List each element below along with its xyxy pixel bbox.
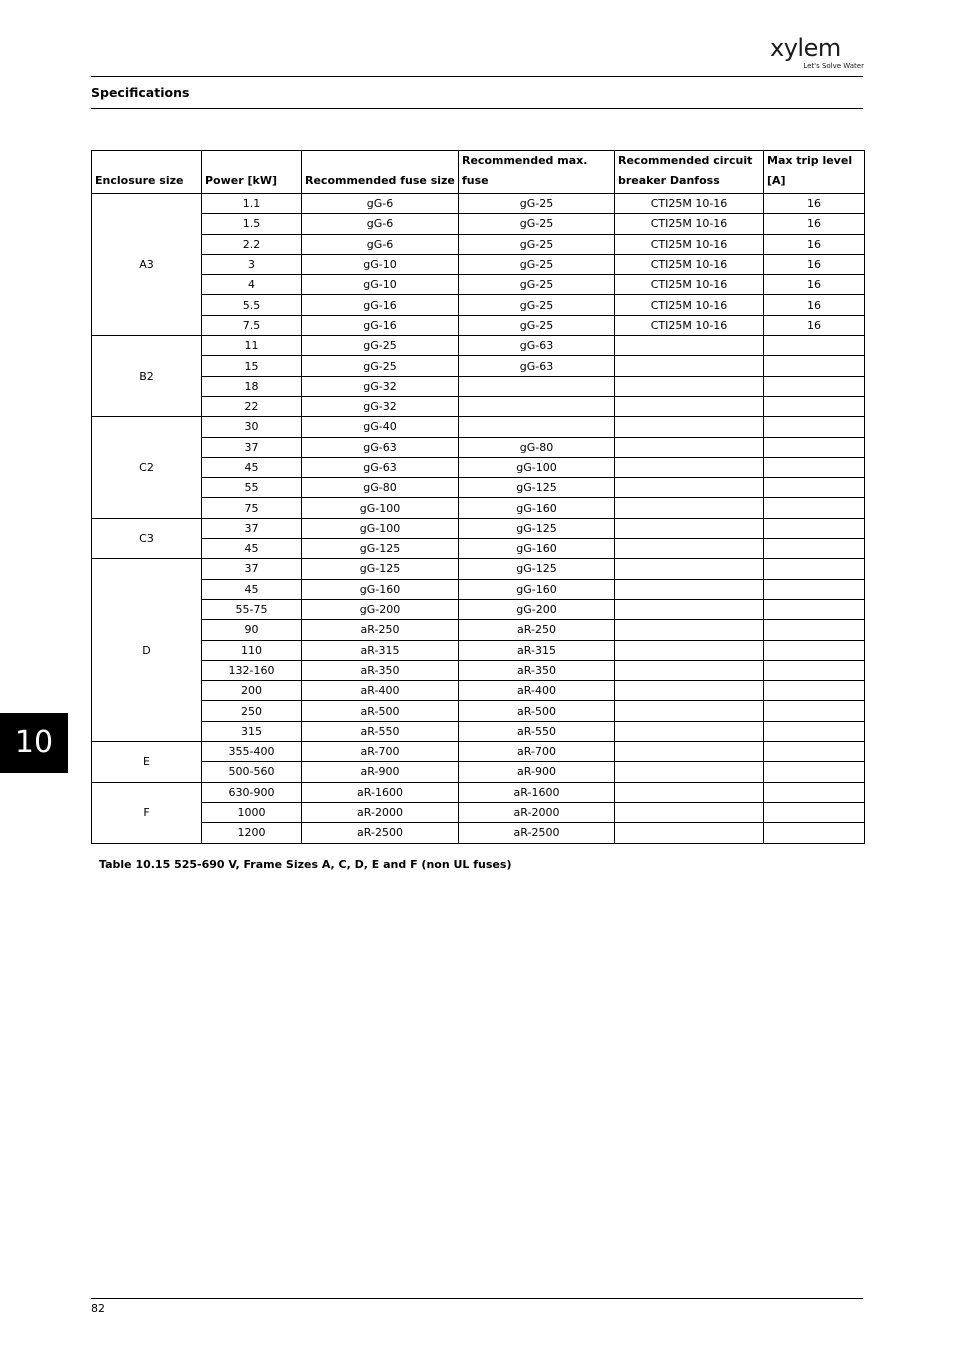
max-trip-cell — [764, 620, 865, 640]
power-cell: 11 — [202, 336, 302, 356]
power-cell: 5.5 — [202, 295, 302, 315]
circuit-breaker-cell — [615, 802, 764, 822]
max-fuse-cell: aR-250 — [459, 620, 615, 640]
table-row — [92, 295, 865, 315]
table-row — [92, 457, 865, 477]
power-cell: 355-400 — [202, 742, 302, 762]
max-trip-cell — [764, 437, 865, 457]
power-cell: 37 — [202, 437, 302, 457]
enclosure-size-cell: B2 — [92, 336, 202, 417]
max-fuse-cell: gG-160 — [459, 539, 615, 559]
fuse-size-cell: gG-125 — [302, 559, 459, 579]
max-fuse-cell: gG-25 — [459, 254, 615, 274]
table-row — [92, 681, 865, 701]
table-row — [92, 640, 865, 660]
max-trip-cell: 16 — [764, 214, 865, 234]
max-fuse-cell: gG-25 — [459, 275, 615, 295]
power-cell: 75 — [202, 498, 302, 518]
max-trip-cell — [764, 681, 865, 701]
table-row — [92, 437, 865, 457]
table-row — [92, 194, 865, 214]
max-fuse-cell: gG-63 — [459, 336, 615, 356]
max-trip-cell — [764, 498, 865, 518]
table-row — [92, 660, 865, 680]
power-cell: 1.5 — [202, 214, 302, 234]
enclosure-size-cell: C2 — [92, 417, 202, 518]
circuit-breaker-cell — [615, 782, 764, 802]
col-header-fuse-size: Recommended fuse size — [302, 151, 459, 194]
max-fuse-cell: aR-1600 — [459, 782, 615, 802]
table-body — [92, 194, 865, 844]
power-cell: 110 — [202, 640, 302, 660]
max-fuse-cell: gG-100 — [459, 457, 615, 477]
circuit-breaker-cell — [615, 376, 764, 396]
table-row — [92, 559, 865, 579]
max-fuse-cell: gG-25 — [459, 295, 615, 315]
table-row — [92, 742, 865, 762]
circuit-breaker-cell: CTI25M 10-16 — [615, 254, 764, 274]
max-trip-cell — [764, 559, 865, 579]
table-row — [92, 356, 865, 376]
max-trip-cell: 16 — [764, 234, 865, 254]
circuit-breaker-cell — [615, 599, 764, 619]
max-trip-cell — [764, 376, 865, 396]
max-fuse-cell: gG-25 — [459, 234, 615, 254]
fuse-size-cell: gG-16 — [302, 315, 459, 335]
max-fuse-cell: aR-2000 — [459, 802, 615, 822]
power-cell: 3 — [202, 254, 302, 274]
fuse-size-cell: gG-63 — [302, 457, 459, 477]
circuit-breaker-cell — [615, 478, 764, 498]
circuit-breaker-cell — [615, 640, 764, 660]
fuse-size-cell: aR-900 — [302, 762, 459, 782]
fuse-size-cell: aR-1600 — [302, 782, 459, 802]
table-row — [92, 396, 865, 416]
power-cell: 45 — [202, 457, 302, 477]
max-fuse-cell: gG-25 — [459, 214, 615, 234]
table-row — [92, 802, 865, 822]
fuse-spec-table — [91, 150, 865, 844]
fuse-size-cell: gG-25 — [302, 356, 459, 376]
power-cell: 22 — [202, 396, 302, 416]
power-cell: 630-900 — [202, 782, 302, 802]
max-fuse-cell: gG-25 — [459, 194, 615, 214]
enclosure-size-cell: A3 — [92, 194, 202, 336]
max-trip-cell: 16 — [764, 254, 865, 274]
footer-rule — [91, 1298, 863, 1299]
fuse-size-cell: aR-250 — [302, 620, 459, 640]
circuit-breaker-cell — [615, 742, 764, 762]
circuit-breaker-cell — [615, 721, 764, 741]
table-row — [92, 620, 865, 640]
max-trip-cell — [764, 802, 865, 822]
table-row — [92, 376, 865, 396]
max-fuse-cell: aR-315 — [459, 640, 615, 660]
fuse-size-cell: gG-10 — [302, 275, 459, 295]
fuse-size-cell: gG-32 — [302, 376, 459, 396]
table-row — [92, 417, 865, 437]
fuse-size-cell: aR-2000 — [302, 802, 459, 822]
max-trip-cell — [764, 660, 865, 680]
fuse-size-cell: aR-315 — [302, 640, 459, 660]
circuit-breaker-cell — [615, 336, 764, 356]
enclosure-size-cell: C3 — [92, 518, 202, 559]
max-fuse-cell: gG-125 — [459, 478, 615, 498]
max-trip-cell — [764, 742, 865, 762]
fuse-size-cell: gG-16 — [302, 295, 459, 315]
power-cell: 30 — [202, 417, 302, 437]
fuse-size-cell: gG-6 — [302, 214, 459, 234]
power-cell: 132-160 — [202, 660, 302, 680]
circuit-breaker-cell: CTI25M 10-16 — [615, 214, 764, 234]
circuit-breaker-cell — [615, 518, 764, 538]
table-row — [92, 782, 865, 802]
table-row — [92, 498, 865, 518]
max-trip-cell — [764, 457, 865, 477]
circuit-breaker-cell: CTI25M 10-16 — [615, 275, 764, 295]
table-row — [92, 721, 865, 741]
fuse-size-cell: gG-6 — [302, 234, 459, 254]
max-fuse-cell — [459, 417, 615, 437]
max-trip-cell — [764, 478, 865, 498]
fuse-size-cell: gG-100 — [302, 498, 459, 518]
power-cell: 45 — [202, 539, 302, 559]
max-trip-cell: 16 — [764, 275, 865, 295]
power-cell: 7.5 — [202, 315, 302, 335]
max-trip-cell — [764, 762, 865, 782]
power-cell: 55 — [202, 478, 302, 498]
max-trip-cell — [764, 721, 865, 741]
circuit-breaker-cell: CTI25M 10-16 — [615, 295, 764, 315]
max-trip-cell — [764, 823, 865, 843]
max-fuse-cell: aR-900 — [459, 762, 615, 782]
circuit-breaker-cell: CTI25M 10-16 — [615, 194, 764, 214]
table-row — [92, 315, 865, 335]
circuit-breaker-cell — [615, 396, 764, 416]
circuit-breaker-cell — [615, 417, 764, 437]
max-fuse-cell — [459, 376, 615, 396]
max-fuse-cell: aR-500 — [459, 701, 615, 721]
table-row — [92, 478, 865, 498]
max-fuse-cell: gG-125 — [459, 559, 615, 579]
max-fuse-cell: aR-400 — [459, 681, 615, 701]
table-row — [92, 823, 865, 843]
max-fuse-cell: gG-200 — [459, 599, 615, 619]
fuse-size-cell: gG-160 — [302, 579, 459, 599]
max-trip-cell — [764, 336, 865, 356]
fuse-size-cell: gG-63 — [302, 437, 459, 457]
col-header-max-fuse: Recommended max. fuse — [459, 151, 615, 194]
chapter-tab: 10 — [0, 713, 68, 773]
max-trip-cell — [764, 579, 865, 599]
fuse-size-cell: gG-32 — [302, 396, 459, 416]
fuse-size-cell: gG-125 — [302, 539, 459, 559]
col-header-max-trip: Max trip level [A] — [764, 151, 865, 194]
table-row — [92, 539, 865, 559]
power-cell: 1000 — [202, 802, 302, 822]
fuse-size-cell: aR-350 — [302, 660, 459, 680]
header-rule-bottom — [91, 108, 863, 109]
max-fuse-cell: aR-350 — [459, 660, 615, 680]
max-trip-cell — [764, 518, 865, 538]
fuse-size-cell: gG-80 — [302, 478, 459, 498]
enclosure-size-cell: D — [92, 559, 202, 742]
circuit-breaker-cell — [615, 660, 764, 680]
circuit-breaker-cell — [615, 579, 764, 599]
power-cell: 1.1 — [202, 194, 302, 214]
max-trip-cell: 16 — [764, 295, 865, 315]
fuse-size-cell: aR-550 — [302, 721, 459, 741]
max-fuse-cell: gG-25 — [459, 315, 615, 335]
col-header-circuit-breaker: Recommended circuit breaker Danfoss — [615, 151, 764, 194]
power-cell: 2.2 — [202, 234, 302, 254]
circuit-breaker-cell — [615, 539, 764, 559]
power-cell: 315 — [202, 721, 302, 741]
circuit-breaker-cell — [615, 559, 764, 579]
fuse-size-cell: aR-2500 — [302, 823, 459, 843]
power-cell: 37 — [202, 559, 302, 579]
circuit-breaker-cell — [615, 701, 764, 721]
circuit-breaker-cell — [615, 498, 764, 518]
max-fuse-cell: gG-160 — [459, 579, 615, 599]
max-trip-cell — [764, 417, 865, 437]
max-trip-cell — [764, 599, 865, 619]
power-cell: 45 — [202, 579, 302, 599]
table-row — [92, 214, 865, 234]
table-row — [92, 234, 865, 254]
col-header-enclosure: Enclosure size — [92, 151, 202, 194]
fuse-size-cell: gG-40 — [302, 417, 459, 437]
table-row — [92, 579, 865, 599]
circuit-breaker-cell: CTI25M 10-16 — [615, 234, 764, 254]
max-fuse-cell: aR-2500 — [459, 823, 615, 843]
circuit-breaker-cell — [615, 620, 764, 640]
max-fuse-cell: gG-80 — [459, 437, 615, 457]
circuit-breaker-cell — [615, 681, 764, 701]
section-title: Specifications — [91, 85, 190, 100]
max-trip-cell — [764, 539, 865, 559]
table-row — [92, 599, 865, 619]
table-row — [92, 518, 865, 538]
max-fuse-cell: aR-700 — [459, 742, 615, 762]
power-cell: 500-560 — [202, 762, 302, 782]
power-cell: 55-75 — [202, 599, 302, 619]
circuit-breaker-cell — [615, 457, 764, 477]
table-row — [92, 701, 865, 721]
max-fuse-cell — [459, 396, 615, 416]
table-row — [92, 336, 865, 356]
table-row — [92, 275, 865, 295]
max-fuse-cell: gG-125 — [459, 518, 615, 538]
fuse-size-cell: gG-10 — [302, 254, 459, 274]
fuse-size-cell: aR-500 — [302, 701, 459, 721]
fuse-size-cell: aR-700 — [302, 742, 459, 762]
col-header-power: Power [kW] — [202, 151, 302, 194]
power-cell: 90 — [202, 620, 302, 640]
power-cell: 4 — [202, 275, 302, 295]
max-fuse-cell: aR-550 — [459, 721, 615, 741]
power-cell: 15 — [202, 356, 302, 376]
circuit-breaker-cell — [615, 823, 764, 843]
circuit-breaker-cell: CTI25M 10-16 — [615, 315, 764, 335]
fuse-size-cell: gG-100 — [302, 518, 459, 538]
max-trip-cell — [764, 396, 865, 416]
fuse-size-cell: gG-6 — [302, 194, 459, 214]
max-trip-cell — [764, 701, 865, 721]
table-row — [92, 762, 865, 782]
circuit-breaker-cell — [615, 762, 764, 782]
max-trip-cell — [764, 356, 865, 376]
power-cell: 1200 — [202, 823, 302, 843]
max-trip-cell: 16 — [764, 194, 865, 214]
max-trip-cell — [764, 640, 865, 660]
enclosure-size-cell: F — [92, 782, 202, 843]
power-cell: 18 — [202, 376, 302, 396]
max-fuse-cell: gG-63 — [459, 356, 615, 376]
power-cell: 250 — [202, 701, 302, 721]
enclosure-size-cell: E — [92, 742, 202, 783]
circuit-breaker-cell — [615, 356, 764, 376]
power-cell: 200 — [202, 681, 302, 701]
circuit-breaker-cell — [615, 437, 764, 457]
power-cell: 37 — [202, 518, 302, 538]
max-trip-cell — [764, 782, 865, 802]
header-rule-top — [91, 76, 863, 77]
table-row — [92, 254, 865, 274]
brand-wordmark: xylem — [770, 34, 841, 62]
fuse-size-cell: gG-200 — [302, 599, 459, 619]
max-fuse-cell: gG-160 — [459, 498, 615, 518]
page-number: 82 — [91, 1302, 105, 1315]
fuse-size-cell: aR-400 — [302, 681, 459, 701]
brand-tagline: Let's Solve Water — [803, 62, 864, 70]
table-caption: Table 10.15 525-690 V, Frame Sizes A, C, D, E and F (non UL fuses) — [99, 858, 512, 871]
max-trip-cell: 16 — [764, 315, 865, 335]
xylem-logo — [770, 34, 864, 74]
table-header-row — [92, 151, 865, 194]
fuse-size-cell: gG-25 — [302, 336, 459, 356]
